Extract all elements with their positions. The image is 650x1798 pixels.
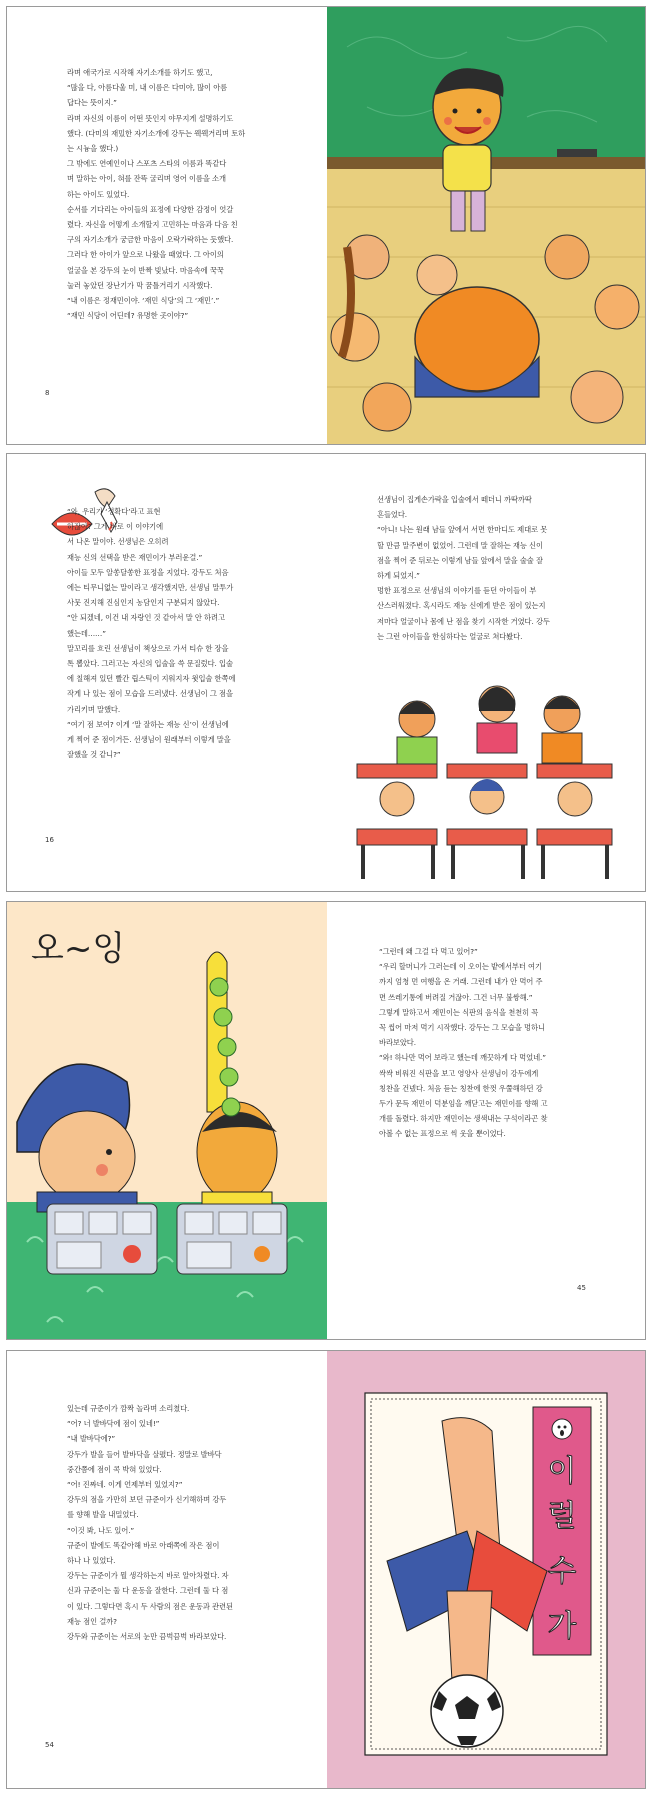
text-line: 점을 찍어 준 뒤로는 이렇게 남들 앞에서 말을 술술 잘 [377, 555, 543, 565]
text-line: “여기 점 보여? 이게 ‘말 잘하는 재능 신’이 선생님에 [67, 719, 229, 729]
text-line: 라며 애국가로 시작해 자기소개를 하기도 했고, [67, 68, 213, 77]
text-line: 선생님이 집게손가락을 입술에서 떼더니 까딱까딱 [377, 495, 532, 504]
text-line: 하는 아이도 있었다. [67, 189, 130, 199]
text-line: 아볼 수 없는 표정으로 씩 웃을 뿐이었다. [379, 1129, 506, 1139]
body-text [377, 492, 550, 644]
text-line: 규준이 발에도 똑같아해 바로 아래쪽에 작은 점이 [67, 1540, 220, 1550]
text-line: “그런데 왜 그걸 다 먹고 있어?” [379, 947, 478, 956]
text-line: 중간쯤에 점이 콕 박혀 있었다. [67, 1464, 162, 1474]
spread-cucumber-lunch [6, 901, 646, 1340]
text-page-right [327, 902, 645, 1339]
text-line: 가리키며 말했다. [67, 704, 121, 714]
text-line: 며 말하는 아이, 혀를 잔뜩 굴리며 영어 이름을 소개 [67, 174, 226, 184]
text-line: 강두가 발을 들어 발바닥을 살폈다. 정말로 발바닥 [67, 1449, 222, 1459]
text-line: “와, 우리가 ‘정확다’라고 표현 [67, 507, 161, 516]
kangdu-figure [17, 1064, 137, 1212]
text-line: “어! 진짜네. 이게 언제부터 있었지?” [67, 1480, 183, 1490]
title-char: 럴 [547, 1499, 577, 1534]
title-char: 가 [547, 1609, 577, 1644]
page-number: 8 [45, 389, 50, 397]
text-line: 하게 되었지.” [377, 571, 420, 581]
text-line: 까지 엄청 먼 여행을 온 거래. 그런데 내가 안 먹어 주 [379, 977, 543, 987]
text-line: 에 칠해져 있던 빨간 립스틱이 지워지자 윗입술 한쪽에 [67, 674, 236, 684]
text-line: 바라보았다. [379, 1038, 416, 1048]
text-line: 사뭇 진지해 진심인지 농담인지 구분되지 않았다. [67, 598, 220, 608]
text-line: 그 밖에도 연예인이나 스포츠 스타의 이름과 똑같다 [67, 159, 227, 169]
text-line: 개를 돌렸다. 하지만 재민이는 생색내는 구석이라곤 찾 [379, 1114, 548, 1124]
text-line: 하잖아? 그게 바로 이 이야기에 [67, 522, 164, 532]
illustration-lunch-trays [7, 902, 327, 1339]
text-line: 라며 자신의 이름이 어떤 뜻인지 야무지게 설명하기도 [67, 113, 234, 123]
body-text [67, 65, 245, 323]
illustration-boy-at-blackboard [327, 7, 645, 444]
text-page-right [327, 454, 645, 891]
page-number: 54 [45, 1741, 54, 1749]
illustration-feet-on-ball [327, 1351, 645, 1788]
text-line: “어? 너 발바닥에 점이 있네!” [67, 1419, 160, 1429]
text-line: 는 그런 아이들을 한심하다는 얼굴로 쳐다봤다. [377, 631, 523, 641]
text-line: 는 시늉을 했다.) [67, 144, 119, 154]
text-line: 있는데 규준이가 깜짝 놀라며 소리쳤다. [67, 1404, 190, 1413]
text-line: “재민 식당이 어딘데? 유명한 곳이야?” [67, 311, 189, 321]
text-line: “내 발바닥에?” [67, 1434, 116, 1444]
text-line: “우리 할머니가 그러는데 이 오이는 밭에서부터 여기 [379, 962, 542, 972]
text-line: 그러다 한 아이가 앞으로 나왔을 때였다. 그 아이의 [67, 250, 224, 260]
text-page-left [7, 454, 327, 891]
text-line: 를 향해 발을 내밀었다. [67, 1510, 139, 1520]
spread-classroom-introduction [6, 6, 646, 445]
spread-sole-spot [6, 1350, 646, 1789]
text-line: 두가 문득 재민이 덕분임을 깨닫고는 재민이를 향해 고 [379, 1099, 548, 1109]
body-text [67, 504, 235, 762]
text-line: “이것 봐, 나도 있어.” [67, 1525, 135, 1535]
text-line: 꼭 씹어 마저 먹기 시작했다. 강두는 그 모습을 멍하니 [379, 1023, 545, 1033]
text-line: 멍한 표정으로 선생님의 이야기를 듣던 아이들이 부 [377, 586, 537, 596]
text-line: 했는데……” [67, 628, 106, 638]
text-line: “많을 다, 아름다울 미, 내 이름은 다미야, 많이 아름 [67, 83, 228, 93]
text-line: 재능 신의 선택을 받은 재민이가 부러운걸.” [67, 552, 203, 562]
text-line: 순서를 기다리는 아이들의 표정에 다양한 감정이 엇갈 [67, 204, 234, 214]
text-line: 싹싹 비워진 식판을 보고 영양사 선생님이 강두에게 [379, 1068, 539, 1078]
body-text [67, 1401, 233, 1644]
text-line: 서 나온 말이야. 선생님은 오히려 [67, 537, 169, 547]
text-page-left [7, 1351, 327, 1788]
text-line: 구의 자기소개가 궁금한 마음이 오락가락하는 듯했다. [67, 235, 234, 245]
spread-talent-spot [6, 453, 646, 892]
soccer-ball [431, 1675, 503, 1747]
text-line: 강두의 점을 가만히 보던 규준이가 신기해하며 강두 [67, 1495, 227, 1505]
page-number: 16 [45, 836, 54, 844]
text-line: 그렇게 말하고서 재민이는 식판의 음식을 천천히 꼭 [379, 1007, 539, 1017]
text-line: 하나 나 있었다. [67, 1556, 116, 1566]
text-line: 렸다. 자신을 어떻게 소개할지 고민하는 마음과 다음 친 [67, 220, 238, 230]
text-line: 아이들 모두 알쏭달쏭한 표정을 지었다. 강두도 처음 [67, 567, 229, 577]
text-line: 눌러 놓았던 장난기가 막 꿈틀거리기 시작했다. [67, 280, 213, 290]
page-number: 45 [577, 1284, 586, 1292]
text-line: 강두와 규준이는 서로의 눈만 끔벅끔벅 바라보았다. [67, 1632, 227, 1642]
teacher-back-head [415, 287, 539, 397]
eraser [557, 149, 597, 157]
illustration-kids-at-desks [347, 679, 617, 879]
text-line: 답다는 뜻이지.” [67, 98, 117, 108]
text-line: “안 되겠네, 이건 내 자랑인 것 같아서 말 안 하려고 [67, 613, 225, 623]
text-line: 면 쓰레기통에 버려질 거잖아. 그건 너무 불쌍해.” [379, 992, 533, 1002]
text-line: 작게 나 있는 점이 모습을 드러냈다. 선생님이 그 점을 [67, 689, 233, 699]
jaemin-eating-cucumber [197, 952, 277, 1212]
text-line: 잘했을 것 같니?” [67, 750, 121, 760]
text-line: 재능 점인 걸까? [67, 1616, 117, 1626]
title-char: 이 [547, 1454, 577, 1489]
text-line: 신과 규준이는 둘 다 운동을 잘한다. 그런데 둘 다 점 [67, 1586, 229, 1596]
text-line: 말꼬리를 흐린 선생님이 책상으로 가서 티슈 한 장을 [67, 643, 229, 653]
text-line: “아니! 나는 원래 남들 앞에서 서면 한마디도 제대로 못 [377, 525, 548, 535]
text-line: 할 만큼 말주변이 없었어. 그런데 말 잘하는 재능 신이 [377, 540, 543, 550]
text-line: 저마다 얼굴이나 몸에 난 점을 찾기 시작한 거였다. 강두 [377, 616, 550, 626]
text-line: 얼굴을 본 강두의 눈이 반짝 빛났다. 마음속에 꾹꾹 [67, 265, 224, 275]
text-line: 에는 티무니없는 말이라고 생각했지만, 선생님 말투가 [67, 583, 234, 593]
title-char: 수 [547, 1554, 577, 1589]
text-line: 톡 뽑았다. 그러고는 자신의 입술을 쓱 문질렀다. 입술 [67, 659, 233, 669]
text-line: “와! 하나만 먹어 보라고 했는데 깨끗하게 다 먹었네.” [379, 1053, 546, 1063]
text-line: 게 찍어 준 점이거든. 선생님이 원래부터 이렇게 말을 [67, 735, 231, 745]
text-line: “내 이름은 정재민이야. ‘재민 식당’의 그 ‘재민’.” [67, 296, 220, 306]
text-line: 강두는 규준이가 뭘 생각하는지 바로 알아차렸다. 자 [67, 1571, 229, 1581]
text-line: 흔들었다. [377, 510, 408, 520]
text-page-left [7, 7, 327, 444]
text-line: 산스러워졌다. 혹시라도 재능 신에게 받은 점이 있는지 [377, 601, 546, 611]
text-line: 이 있다. 그렇다면 혹시 두 사람의 점은 운동과 관련된 [67, 1601, 233, 1611]
text-line: 했다. (다미의 재밌한 자기소개에 강두는 웩웩거리며 토하 [67, 128, 246, 138]
text-line: 칭찬을 건넸다. 처음 듣는 칭찬에 한껏 우쭐해하던 강 [379, 1083, 543, 1093]
sfx-text: 오~잉 [31, 929, 126, 969]
body-text [379, 944, 547, 1142]
